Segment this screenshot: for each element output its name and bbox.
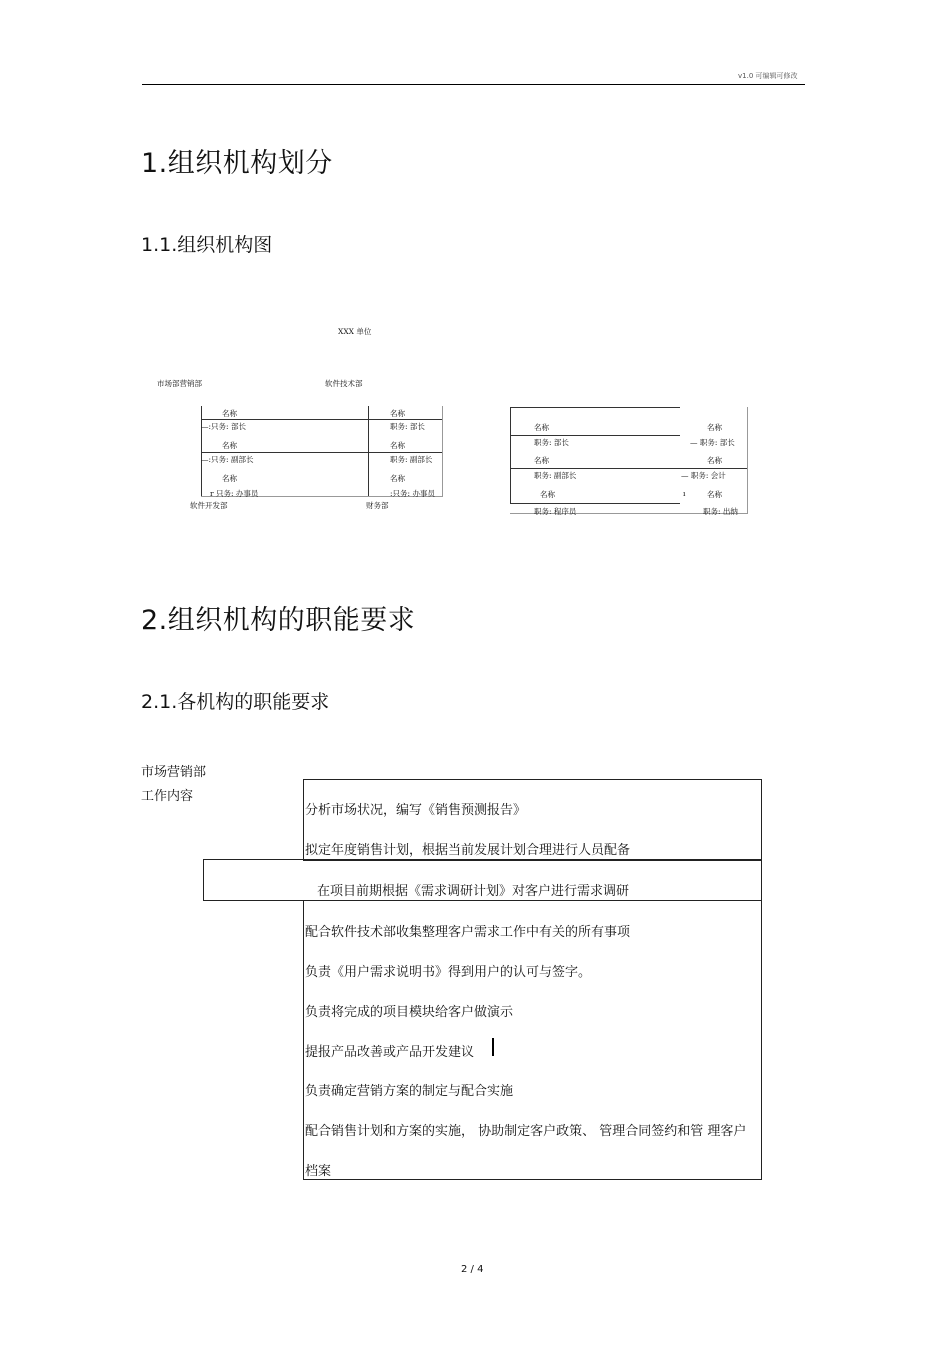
right-a-name-1: 名称 bbox=[534, 423, 549, 432]
mid-name-2: 名称 bbox=[390, 441, 405, 450]
section1-title: 1.组织机构划分 bbox=[141, 148, 333, 179]
text-cursor-mark bbox=[492, 1038, 494, 1056]
left-name-2: 名称 bbox=[222, 441, 237, 450]
org-root-label: XXX 单位 bbox=[338, 327, 372, 336]
org-line bbox=[442, 406, 443, 496]
section2-subtitle: 2.1.各机构的职能要求 bbox=[141, 691, 330, 713]
mid-duty-2: 职务: 副部长 bbox=[390, 455, 433, 464]
right-b-duty-3: 职务: 出纳 bbox=[703, 507, 738, 516]
right-a-name-3: 名称 bbox=[540, 490, 555, 499]
left-name-1: 名称 bbox=[222, 409, 237, 418]
right-a-duty-2: 职务: 副部长 bbox=[534, 471, 577, 480]
header-version-note: v1.0 可编辑可修改 bbox=[738, 72, 798, 80]
right-a-duty-3: 职务: 程序员 bbox=[534, 507, 577, 516]
dept-label: 市场营销部 bbox=[141, 765, 207, 780]
right-b-name-3: 名称 bbox=[707, 490, 722, 499]
work-content-label: 工作内容 bbox=[141, 789, 194, 804]
right-b-duty-2: — 职务: 会计 bbox=[681, 471, 726, 480]
work-item-5: 负责《用户需求说明书》得到用户的认可与签字。 bbox=[305, 965, 592, 980]
work-item-1: 分析市场状况，编写《销售预测报告》 bbox=[305, 803, 527, 818]
org-line bbox=[510, 468, 748, 469]
mid-name-1: 名称 bbox=[390, 409, 405, 418]
left-duty-1: —:只务: 部长 bbox=[201, 422, 246, 431]
right-b-name-1: 名称 bbox=[707, 423, 722, 432]
header-rule bbox=[142, 84, 805, 85]
work-item-4: 配合软件技术部收集整理客户需求工作中有关的所有事项 bbox=[305, 925, 631, 940]
org-line bbox=[510, 503, 680, 504]
right-b-duty-1: — 职务: 部长 bbox=[690, 438, 735, 447]
page-number: 2 / 4 bbox=[461, 1264, 484, 1275]
right-a-duty-1: 职务: 部长 bbox=[534, 438, 569, 447]
mid-duty-3: :只务: 办事员 bbox=[390, 489, 435, 498]
dept-finance-label: 财务部 bbox=[366, 501, 389, 510]
dept-tech-label: 软件技术部 bbox=[325, 379, 363, 388]
work-item-9: 配合销售计划和方案的实施， 协助制定客户政策、 管理合同签约和管 理客户 bbox=[305, 1124, 747, 1139]
mid-duty-1: 职务: 部长 bbox=[390, 422, 425, 431]
org-line bbox=[201, 419, 443, 420]
org-line bbox=[510, 407, 511, 503]
right-a-name-2: 名称 bbox=[534, 456, 549, 465]
dept-dev-label: 软件开发部 bbox=[190, 501, 228, 510]
work-item-8: 负责确定营销方案的制定与配合实施 bbox=[305, 1084, 514, 1099]
work-item-7: 提报产品改善或产品开发建议 bbox=[305, 1045, 475, 1060]
org-line bbox=[747, 407, 748, 513]
section1-subtitle: 1.1.组织机构图 bbox=[141, 234, 273, 256]
org-line bbox=[510, 407, 680, 408]
work-item-3: 在项目前期根据《需求调研计划》对客户进行需求调研 bbox=[317, 884, 630, 899]
left-duty-2: —:只务: 副部长 bbox=[201, 455, 254, 464]
work-item-2: 拟定年度销售计划，根据当前发展计划合理进行人员配备 bbox=[305, 843, 631, 858]
dept-marketing-label: 市场部营销部 bbox=[157, 379, 202, 388]
work-item-6: 负责将完成的项目模块给客户做演示 bbox=[305, 1005, 514, 1020]
section2-title: 2.组织机构的职能要求 bbox=[141, 605, 416, 636]
work-item-10: 档案 bbox=[305, 1164, 332, 1179]
right-b-name-2: 名称 bbox=[707, 456, 722, 465]
left-name-3: 名称 bbox=[222, 474, 237, 483]
org-line bbox=[510, 435, 680, 436]
right-b-mark: ı bbox=[683, 489, 686, 498]
mid-name-3: 名称 bbox=[390, 474, 405, 483]
left-duty-3: r 只务: 办事员 bbox=[210, 489, 259, 498]
org-line bbox=[201, 452, 443, 453]
